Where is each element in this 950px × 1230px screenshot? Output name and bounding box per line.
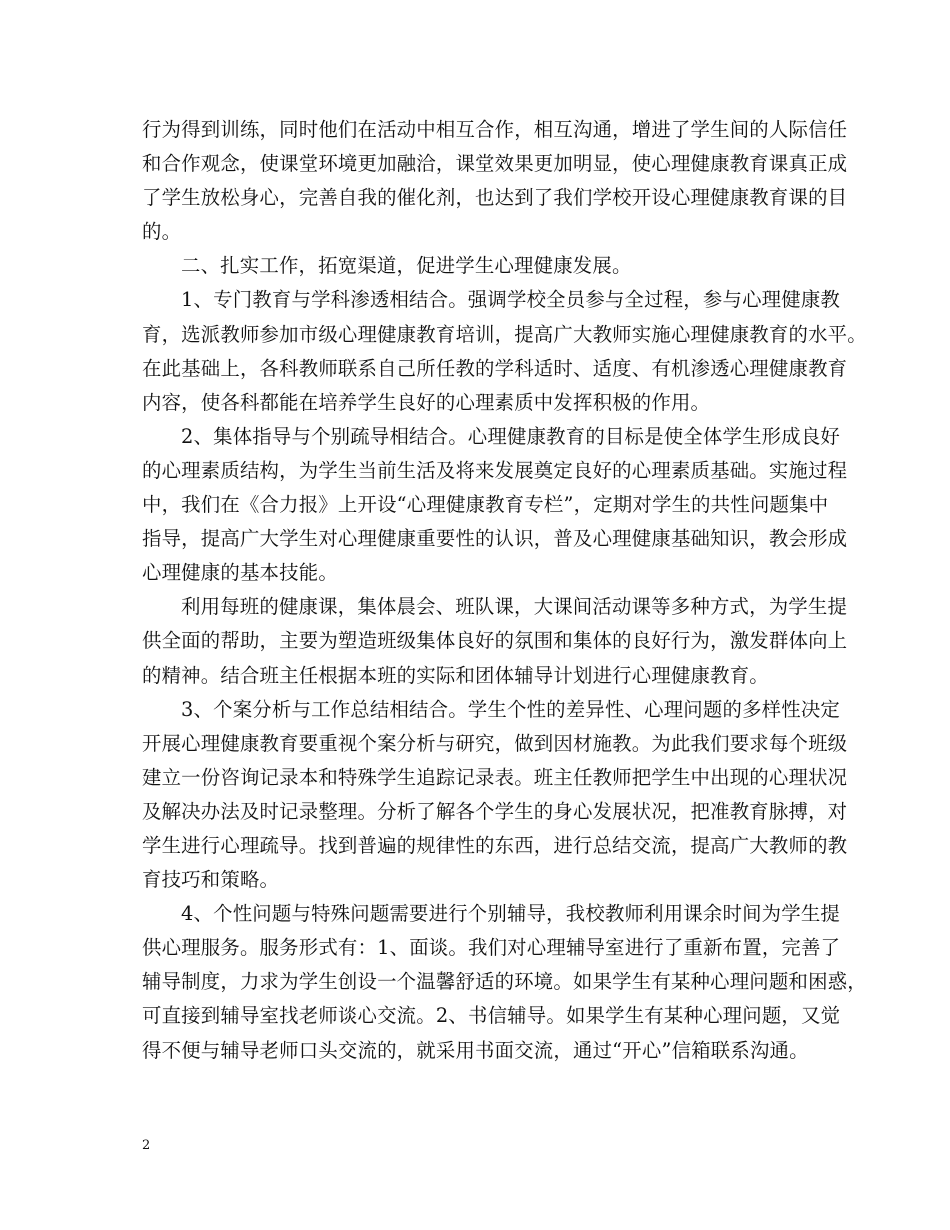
paragraph-line: 供全面的帮助，主要为塑造班级集体良好的氛围和集体的良好行为，激发群体向上 bbox=[142, 629, 848, 653]
paragraph-line: 可直接到辅导室找老师谈心交流。2、书信辅导。如果学生有某种心理问题，又觉 bbox=[142, 1004, 841, 1028]
paragraph-line: 指导，提高广大学生对心理健康重要性的认识，普及心理健康基础知识，教会形成 bbox=[142, 527, 848, 551]
paragraph-line: 2、集体指导与个别疏导相结合。心理健康教育的目标是使全体学生形成良好 bbox=[181, 424, 841, 448]
paragraph-line: 利用每班的健康课，集体晨会、班队课，大课间活动课等多种方式，为学生提 bbox=[181, 595, 848, 619]
paragraph-line: 的。 bbox=[142, 220, 182, 244]
paragraph-line: 建立一份咨询记录本和特殊学生追踪记录表。班主任教师把学生中出现的心理状况 bbox=[142, 765, 848, 789]
paragraph-line: 供心理服务。服务形式有：1、面谈。我们对心理辅导室进行了重新布置，完善了 bbox=[142, 936, 841, 960]
paragraph-line: 育技巧和策略。 bbox=[142, 868, 280, 892]
paragraph bbox=[142, 897, 867, 1067]
paragraph-line: 内容，使各科都能在培养学生良好的心理素质中发挥积极的作用。 bbox=[142, 390, 711, 414]
paragraph-line: 二、扎实工作，拓宽渠道，促进学生心理健康发展。 bbox=[181, 254, 632, 278]
paragraph-line: 行为得到训练，同时他们在活动中相互合作，相互沟通，增进了学生间的人际信任 bbox=[142, 118, 848, 141]
paragraph-line: 和合作观念，使课堂环境更加融洽，课堂效果更加明显，使心理健康教育课真正成 bbox=[142, 152, 848, 176]
paragraph bbox=[142, 693, 848, 898]
paragraph-line: 3、个案分析与工作总结相结合。学生个性的差异性、心理问题的多样性决定 bbox=[181, 697, 841, 721]
paragraph-line: 辅导制度，力求为学生创设一个温馨舒适的环境。如果学生有某种心理问题和困惑， bbox=[142, 970, 867, 994]
paragraph-line: 学生进行心理疏导。找到普遍的规律性的东西，进行总结交流，提高广大教师的教 bbox=[142, 833, 848, 857]
paragraph-line: 心理健康的基本技能。 bbox=[142, 561, 338, 585]
paragraph-line: 及解决办法及时记录整理。分析了解各个学生的身心发展状况，把准教育脉搏，对 bbox=[142, 799, 848, 823]
paragraph-line: 中，我们在《合力报》上开设“心理健康教育专栏”，定期对学生的共性问题集中 bbox=[142, 493, 829, 517]
paragraph-line: 得不便与辅导老师口头交流的，就采用书面交流，通过“开心”信箱联系沟通。 bbox=[142, 1038, 809, 1062]
paragraph-line: 在此基础上，各科教师联系自己所任教的学科适时、适度、有机渗透心理健康教育 bbox=[142, 356, 848, 380]
paragraph-line: 4、个性问题与特殊问题需要进行个别辅导，我校教师利用课余时间为学生提 bbox=[181, 902, 841, 926]
paragraph bbox=[142, 420, 848, 590]
paragraph-line: 1、专门教育与学科渗透相结合。强调学校全员参与全过程，参与心理健康教 bbox=[181, 288, 841, 312]
paragraph-line: 开展心理健康教育要重视个案分析与研究，做到因材施教。为此我们要求每个班级 bbox=[142, 731, 848, 755]
paragraph-line: 的精神。结合班主任根据本班的实际和团体辅导计划进行心理健康教育。 bbox=[142, 663, 769, 687]
paragraph-line: 的心理素质结构，为学生当前生活及将来发展奠定良好的心理素质基础。实施过程 bbox=[142, 458, 848, 482]
document-body bbox=[142, 113, 867, 1068]
paragraph bbox=[142, 590, 848, 692]
paragraph-line: 了学生放松身心，完善自我的催化剂，也达到了我们学校开设心理健康教育课的目 bbox=[142, 186, 848, 210]
paragraph bbox=[142, 249, 812, 283]
paragraph bbox=[142, 283, 867, 419]
page-number: 2 bbox=[142, 1138, 151, 1153]
paragraph bbox=[142, 113, 848, 249]
paragraph-line: 育，选派教师参加市级心理健康教育培训，提高广大教师实施心理健康教育的水平。 bbox=[142, 322, 867, 346]
